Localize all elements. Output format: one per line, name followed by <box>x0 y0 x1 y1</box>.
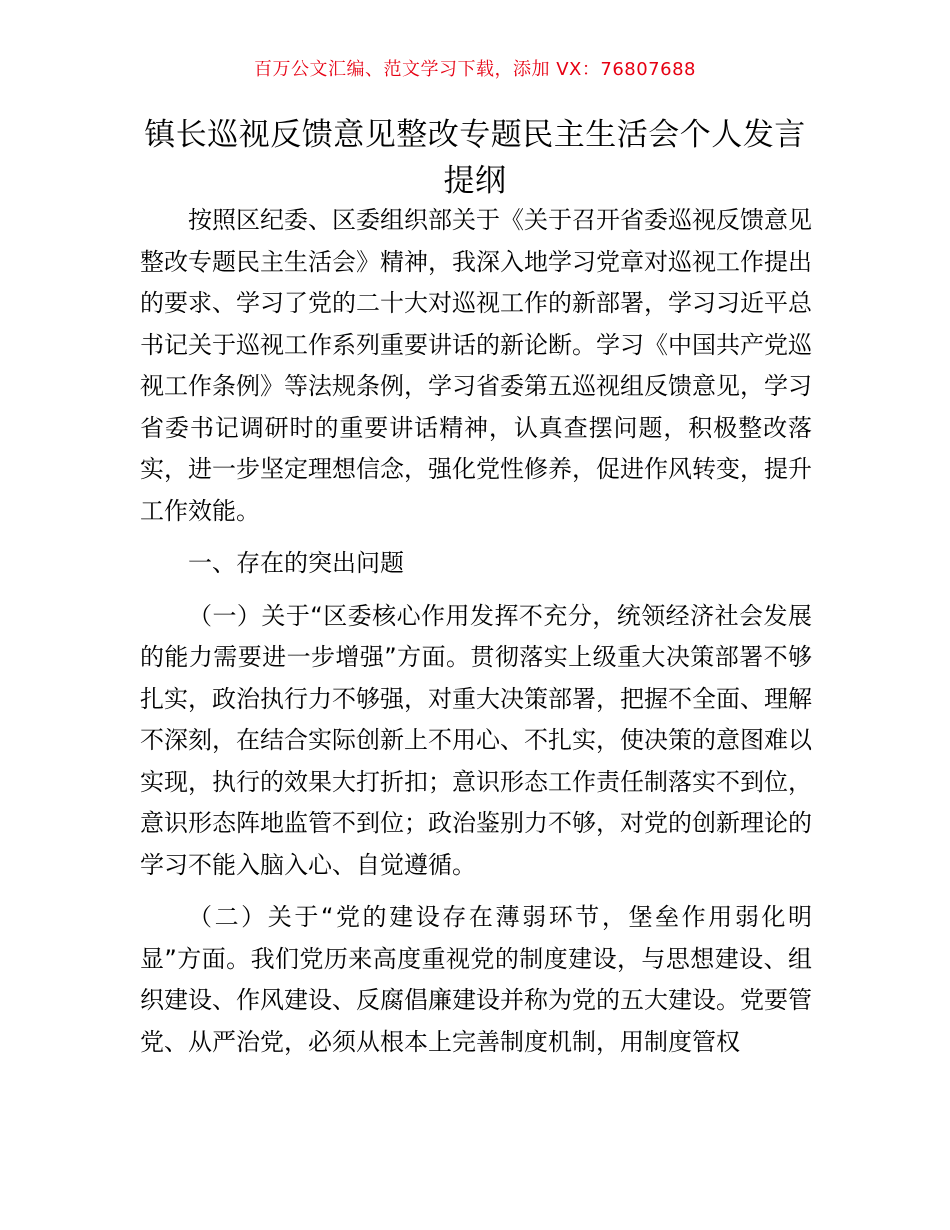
body-paragraph: （一）关于“区委核心作用发挥不充分，统领经济社会发展的能力需要进一步增强”方面。贯彻落实上级重大决策部署不够扎实，政治执行力不够强，对重大决策部署，把握不全面、理解不深刻，在结合实际创新上不用心、不扎实，使决策的意图难以实现，执行的效果大打折扣；意识形态工作责任制落实不到位，意识形态阵地监管不到位；政治鉴别力不够，对党的创新理论的学习不能入脑入心、自觉遵循。 <box>140 601 812 879</box>
document-title: 镇长巡视反馈意见整改专题民主生活会个人发言提纲 <box>144 117 806 199</box>
intro-paragraph: 按照区纪委、区委组织部关于《关于召开省委巡视反馈意见整改专题民主生活会》精神，我深入地学习党章对巡视工作提出的要求、学习了党的二十大对巡视工作的新部署，学习习近平总书记关于巡视工作系列重要讲话的新论断。学习《中国共产党巡视工作条例》等法规条例，学习省委第五巡视组反馈意见，学习省委书记调研时的重要讲话精神，认真查摆问题，积极整改落实，进一步坚定理想信念，强化党性修养，促进作风转变，提升工作效能。 <box>140 206 812 525</box>
body-paragraph: （二）关于“党的建设存在薄弱环节，堡垒作用弱化明显”方面。我们党历来高度重视党的制度建设，与思想建设、组织建设、作风建设、反腐倡廉建设并称为党的五大建设。党要管党、从严治党，必须从根本上完善制度机制，用制度管权 <box>140 903 812 1056</box>
header-note: 百万公文汇编、范文学习下载，添加 VX：76807688 <box>254 59 696 80</box>
document-body <box>140 200 812 1063</box>
section-heading: 一、存在的突出问题 <box>188 549 404 577</box>
